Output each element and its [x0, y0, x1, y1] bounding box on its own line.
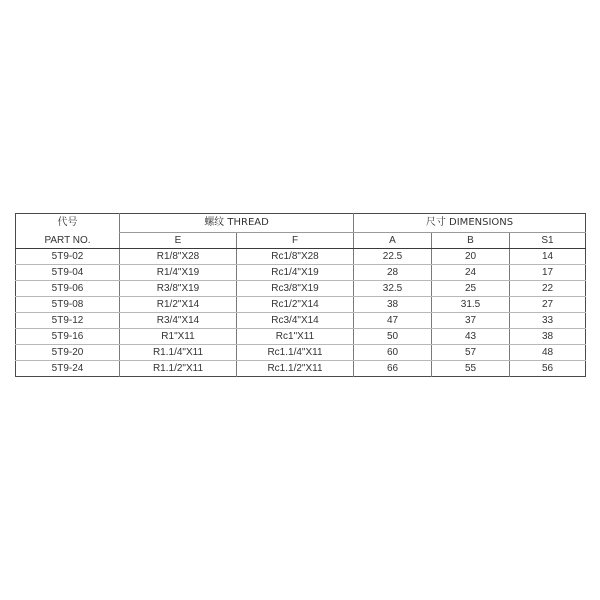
- part-number-cell: 5T9-06: [16, 281, 120, 297]
- dimension-b-cell: 24: [432, 265, 510, 281]
- dimensions-group-heading: 尺寸 DIMENSIONS: [354, 214, 586, 233]
- thread-f-cell: Rc1/2"X14: [237, 297, 354, 313]
- table-row: [16, 249, 586, 265]
- dimension-s1-cell: 14: [510, 249, 586, 265]
- dimension-a-cell: 60: [354, 345, 432, 361]
- thread-e-cell: R1/4"X19: [120, 265, 237, 281]
- dimension-s1-cell: 56: [510, 361, 586, 377]
- thread-e-cell: R1.1/4"X11: [120, 345, 237, 361]
- dimension-a-cell: 22.5: [354, 249, 432, 265]
- part-number-cell: 5T9-20: [16, 345, 120, 361]
- part-number-cell: 5T9-04: [16, 265, 120, 281]
- thread-e-cell: R1/8"X28: [120, 249, 237, 265]
- column-a-heading: A: [354, 233, 432, 249]
- column-s1-heading: S1: [510, 233, 586, 249]
- table-header: [16, 214, 586, 249]
- column-b-heading: B: [432, 233, 510, 249]
- dimension-s1-cell: 22: [510, 281, 586, 297]
- table-row: [16, 345, 586, 361]
- dimension-s1-cell: 27: [510, 297, 586, 313]
- dimension-a-cell: 66: [354, 361, 432, 377]
- part-number-cjk-heading: 代号: [57, 217, 78, 229]
- thread-e-cell: R1.1/2"X11: [120, 361, 237, 377]
- part-number-heading: PART NO.: [16, 233, 120, 249]
- table-row: [16, 313, 586, 329]
- dimension-a-cell: 38: [354, 297, 432, 313]
- dimension-s1-cell: 33: [510, 313, 586, 329]
- thread-e-cell: R1/2"X14: [120, 297, 237, 313]
- dimension-a-cell: 50: [354, 329, 432, 345]
- thread-e-cell: R3/4"X14: [120, 313, 237, 329]
- dimension-b-cell: 57: [432, 345, 510, 361]
- table-row: [16, 281, 586, 297]
- dimensions-table: [15, 213, 586, 377]
- part-number-cell: 5T9-12: [16, 313, 120, 329]
- dimension-b-cell: 25: [432, 281, 510, 297]
- column-e-heading: E: [120, 233, 237, 249]
- table-body: [16, 249, 586, 377]
- thread-f-cell: Rc1"X11: [237, 329, 354, 345]
- part-number-cell: 5T9-08: [16, 297, 120, 313]
- dimension-b-cell: 31.5: [432, 297, 510, 313]
- thread-f-cell: Rc1.1/4"X11: [237, 345, 354, 361]
- part-number-cell: 5T9-24: [51, 363, 84, 374]
- thread-e-cell: R1"X11: [120, 329, 237, 345]
- dimension-s1-cell: 17: [510, 265, 586, 281]
- header-row-group: [16, 214, 586, 233]
- part-number-cell: 5T9-16: [16, 329, 120, 345]
- header-row-columns: [16, 233, 586, 249]
- thread-f-cell: Rc3/8"X19: [237, 281, 354, 297]
- thread-e-cell: R3/8"X19: [120, 281, 237, 297]
- table-row: [16, 265, 586, 281]
- table-row: [16, 297, 586, 313]
- thread-f-cell: Rc1.1/2"X11: [237, 361, 354, 377]
- dimension-b-cell: 37: [432, 313, 510, 329]
- dimension-s1-cell: 38: [510, 329, 586, 345]
- part-number-cell: 5T9-02: [16, 249, 120, 265]
- table-row: [16, 361, 586, 377]
- thread-f-cell: Rc1/4"X19: [237, 265, 354, 281]
- dimension-s1-cell: 48: [510, 345, 586, 361]
- thread-f-cell: Rc3/4"X14: [237, 313, 354, 329]
- dimension-a-cell: 47: [354, 313, 432, 329]
- dimension-b-cell: 20: [432, 249, 510, 265]
- column-f-heading: F: [237, 233, 354, 249]
- dimension-a-cell: 32.5: [354, 281, 432, 297]
- dimension-b-cell: 43: [432, 329, 510, 345]
- thread-f-cell: Rc1/8"X28: [237, 249, 354, 265]
- table-row: [16, 329, 586, 345]
- thread-group-heading: 螺纹 THREAD: [120, 214, 354, 233]
- dimension-b-cell: 55: [432, 361, 510, 377]
- dimension-a-cell: 28: [354, 265, 432, 281]
